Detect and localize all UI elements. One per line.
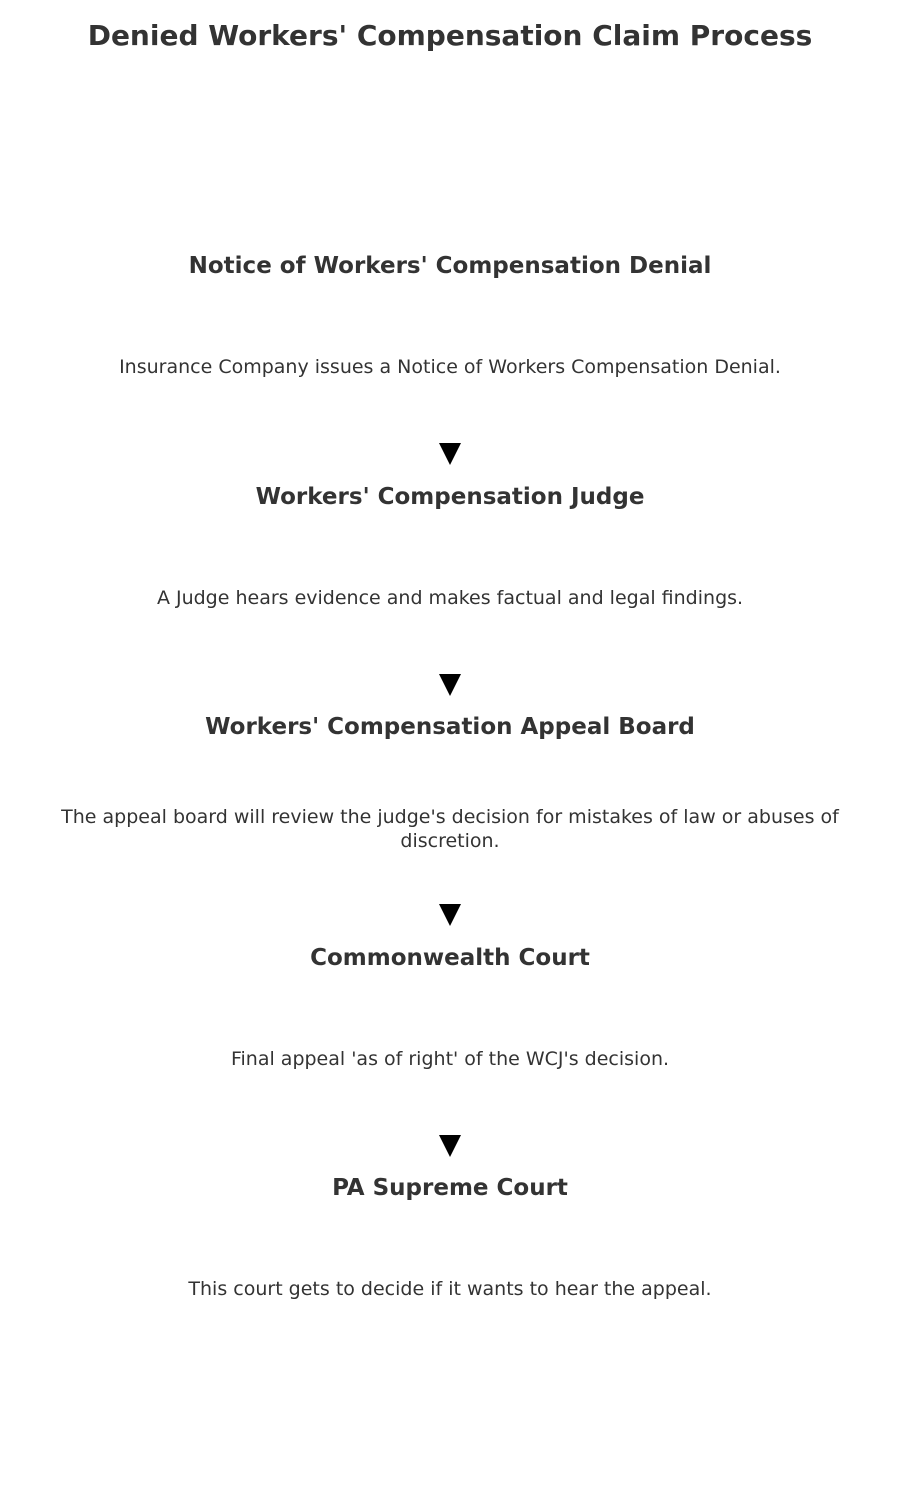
step-description: Insurance Company issues a Notice of Workers Compensation Denial.: [119, 356, 781, 378]
step-title: Workers' Compensation Judge: [255, 484, 645, 510]
step-description: Final appeal 'as of right' of the WCJ's decision.: [230, 1048, 670, 1070]
down-arrow-icon: [439, 674, 461, 696]
page-title: Denied Workers' Compensation Claim Process: [87, 19, 813, 52]
step-title: Notice of Workers' Compensation Denial: [188, 253, 712, 279]
down-arrow-icon: [439, 443, 461, 465]
step-description: The appeal board will review the judge's decision for mistakes of law or abuses of discretion.: [61, 806, 839, 852]
step-title: PA Supreme Court: [332, 1175, 568, 1201]
down-arrow-icon: [439, 1135, 461, 1157]
step-description: This court gets to decide if it wants to hear the appeal.: [188, 1278, 712, 1300]
step-description: A Judge hears evidence and makes factual and legal findings.: [156, 587, 744, 609]
step-title: Workers' Compensation Appeal Board: [205, 714, 695, 740]
down-arrow-icon: [439, 904, 461, 926]
step-title: Commonwealth Court: [310, 945, 590, 971]
